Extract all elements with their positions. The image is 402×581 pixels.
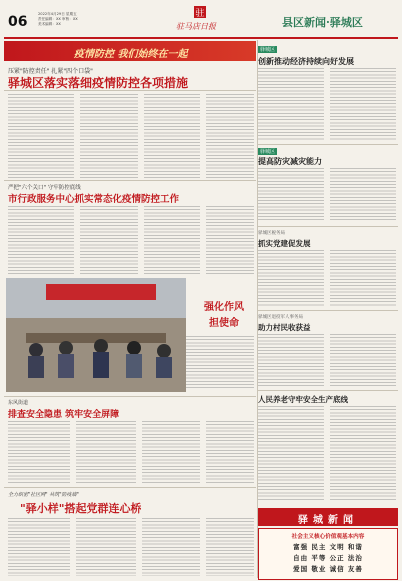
- right-item2-body-a: [258, 168, 324, 222]
- banner-text: 疫情防控 我们始终在一起: [74, 49, 188, 60]
- article4-body-col4: [206, 518, 254, 576]
- right-item2-body-b: [330, 168, 396, 222]
- article2-body-col3: [144, 206, 200, 274]
- footer-banner-text: 驿城新闻: [298, 515, 358, 526]
- brand: 驻马店日报: [176, 22, 216, 31]
- right-item2-title: 提高防灾减灾能力: [258, 156, 322, 166]
- article2-body-col4: [206, 206, 254, 274]
- article3-body-col1: [8, 421, 70, 483]
- article4-title: "驿小样"搭起党群连心桥: [20, 502, 142, 515]
- article1-body-col4: [206, 94, 254, 178]
- right-item3-kicker: 驿城区税务局: [258, 231, 285, 236]
- right-item1-title: 创新推动经济持续向好发展: [258, 56, 354, 66]
- article1-body-col3: [144, 94, 200, 178]
- right-item5-body-a: [258, 406, 324, 502]
- article3-kicker: 东风街道: [8, 400, 29, 406]
- photo-caption: 强化作风 担使命: [204, 302, 244, 329]
- right-item1-tag: 驿城区: [260, 47, 276, 53]
- theme-banner: [4, 41, 256, 61]
- section-title: 县区新闻·驿城区: [282, 16, 363, 29]
- page-number: 06: [8, 14, 28, 30]
- article4-body-col2: [76, 518, 136, 576]
- article3-body-col3: [142, 421, 200, 483]
- right-item3-title: 抓实党建促发展: [258, 239, 311, 248]
- masthead-rule: [4, 37, 398, 39]
- article2-body-col1: [8, 206, 74, 274]
- article2-body-col2: [80, 206, 138, 274]
- photo-caption-body: [186, 336, 254, 390]
- article1-body-col1: [8, 94, 74, 178]
- article4-kicker: 全力织密"社区网" 共筑"防疫墙": [8, 492, 79, 498]
- right-item4-kicker: 驿城区退役军人事务局: [258, 315, 303, 320]
- article2-title: 市行政服务中心抓实常态化疫情防控工作: [8, 194, 180, 205]
- article1-kicker: 压紧"防控责任" 扎紧"四个口袋": [8, 68, 93, 75]
- article3-title: 排查安全隐患 筑牢安全屏障: [8, 410, 120, 420]
- meeting-photo-illustration: [6, 278, 186, 392]
- right-item4-title: 助力村民收获益: [258, 323, 311, 332]
- right-item3-body-a: [258, 250, 324, 306]
- article3-body-col4: [206, 421, 254, 483]
- right-item2-tag: 驿城区: [260, 149, 276, 155]
- news-photo: [6, 278, 186, 392]
- right-item1-body-a: [258, 68, 324, 140]
- right-item4-body-a: [258, 334, 324, 386]
- masthead: [0, 0, 402, 38]
- right-item5-title: 人民养老守牢安全生产底线: [258, 395, 348, 404]
- article4-body-col1: [8, 518, 70, 576]
- svg-text:驻: 驻: [195, 9, 205, 19]
- right-item1-body-b: [330, 68, 396, 140]
- footer-news-banner: [258, 508, 398, 526]
- core-values-title: 社会主义核心价值观基本内容: [291, 534, 365, 540]
- core-values-box: [258, 528, 398, 580]
- article4-body-col3: [142, 518, 200, 576]
- date-lines: 2022年4月29日 星期五 责任编辑：XX 审核：XX 美术编辑：XX: [38, 12, 78, 26]
- article2-kicker: 严把"六个关口" 守牢防控底线: [8, 185, 81, 191]
- core-values-rows: 富强 民主 文明 和谐 自由 平等 公正 法治 爱国 敬业 诚信 友善: [293, 543, 363, 573]
- right-item5-body-b: [330, 406, 396, 502]
- right-item4-body-b: [330, 334, 396, 386]
- article1-title: 驿城区落实落细疫情防控各项措施: [8, 76, 189, 90]
- article3-body-col2: [76, 421, 136, 483]
- right-item3-body-b: [330, 250, 396, 306]
- article1-body-col2: [80, 94, 138, 178]
